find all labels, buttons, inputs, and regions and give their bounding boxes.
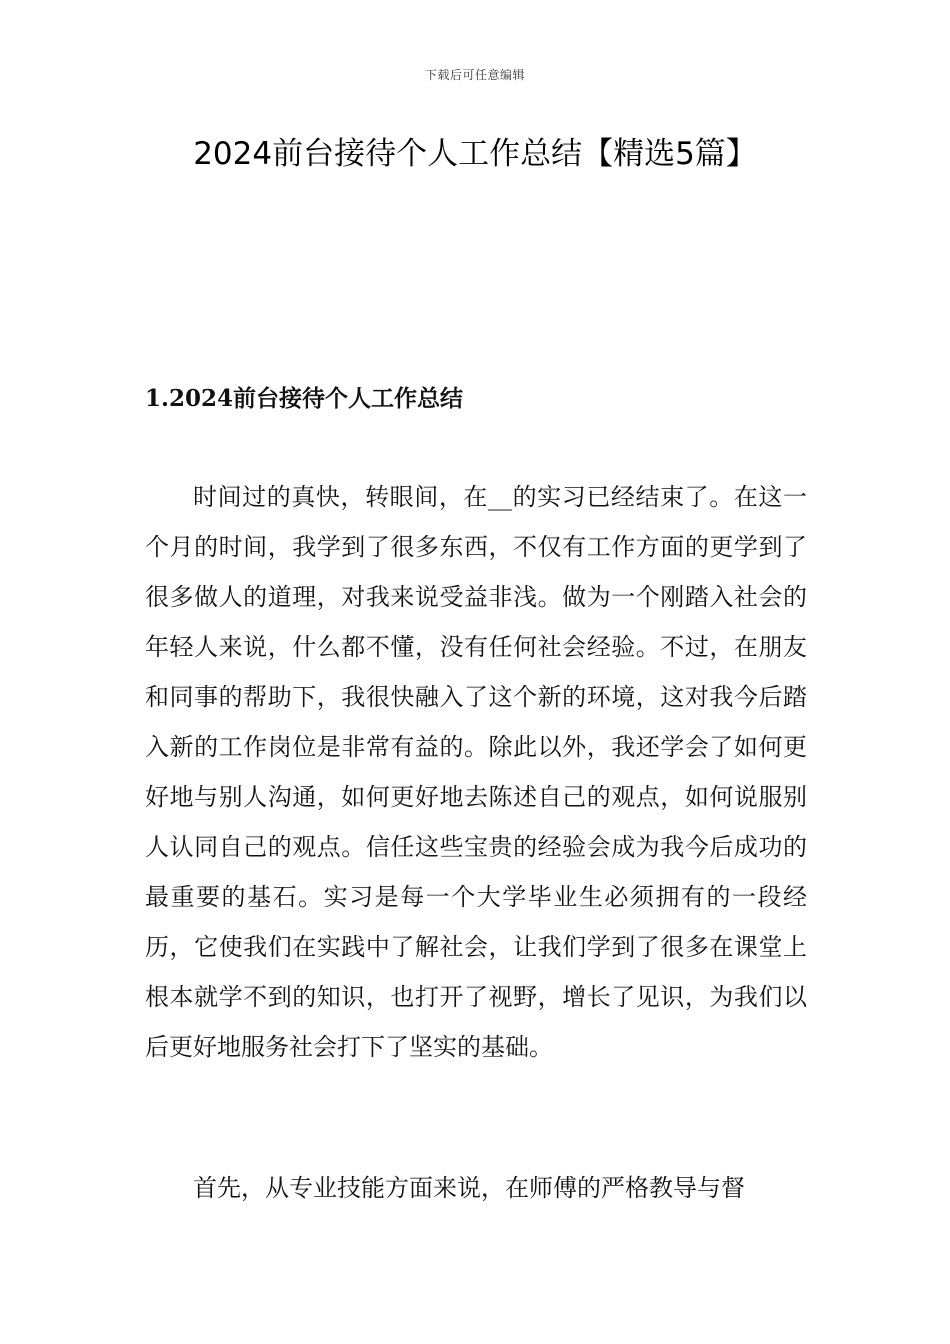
section-heading: 1.2024前台接待个人工作总结	[145, 385, 464, 412]
header-note: 下载后可任意编辑	[424, 68, 525, 82]
body-paragraph-1: 时间过的真快，转眼间，在__的实习已经结束了。在这一个月的时间，我学到了很多东西，不仅有工作方面的更学到了很多做人的道理，对我来说受益非浅。做为一个刚踏入社会的年轻人来说，什么都不懂，没有任何社会经验。不过，在朋友和同事的帮助下，我很快融入了这个新的环境，这对我今后踏入新的工作岗位是非常有益的。除此以外，我还学会了如何更好地与别人沟通，如何更好地去陈述自己的观点，如何说服别人认同自己的观点。信任这些宝贵的经验会成为我今后成功的最重要的基石。实习是每一个大学毕业生必须拥有的一段经历，它使我们在实践中了解社会，让我们学到了很多在课堂上根本就学不到的知识，也打开了视野，增长了见识，为我们以后更好地服务社会打下了坚实的基础。	[145, 483, 807, 1061]
document-title: 2024前台接待个人工作总结【精选5篇】	[193, 136, 757, 172]
body-paragraph-2: 首先，从专业技能方面来说，在师傅的严格教导与督	[193, 1174, 745, 1202]
